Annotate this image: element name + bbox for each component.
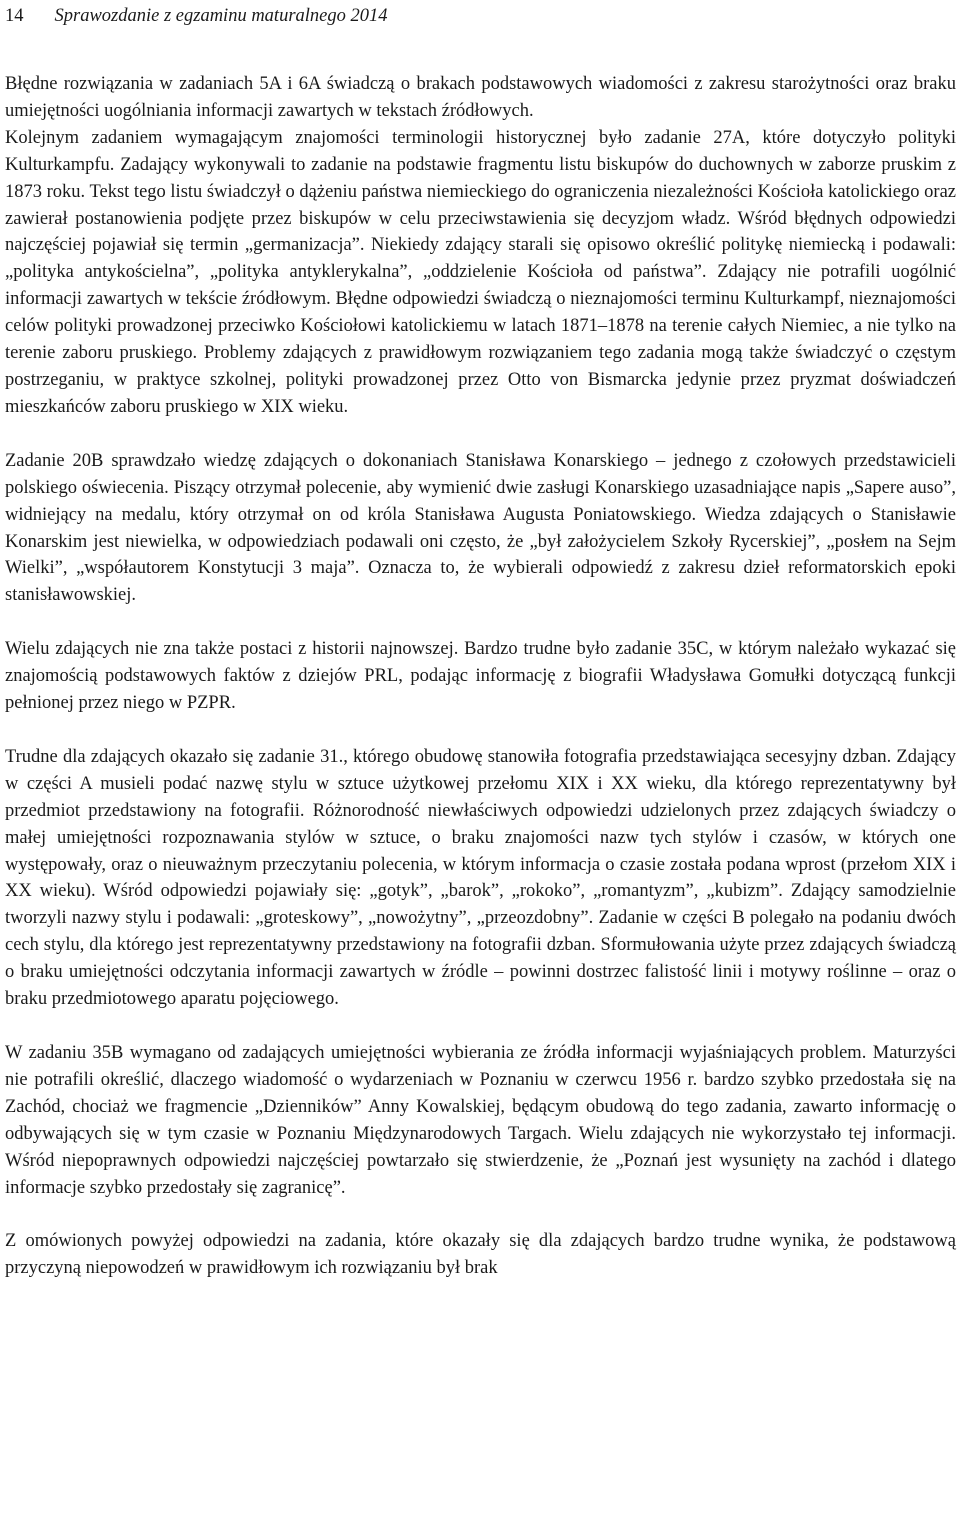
page-number: 14 [5, 6, 24, 26]
paragraph: Kolejnym zadaniem wymagającym znajomości terminologii historycznej było zadanie 27A, które dotyczyło polityki Kulturkampfu. Zadający wykonywali to zadanie na podstawie fragmentu listu biskupów do duchownych w zaborze pruskim z 1873 roku. Tekst tego listu świadczył o dążeniu państwa niemieckiego do ograniczenia niezależności Kościoła katolickiego oraz zawierał postanowienia podjęte przez biskupów w celu przeciwstawienia się decyzjom władz. Wśród błędnych odpowiedzi najczęściej pojawiał się termin „germanizacja”. Niekiedy zdający starali się opisowo określić politykę niemiecką i podawali: „polityka antykościelna”, „polityka antyklerykalna”, „oddzielenie Kościoła od państwa”. Zdający nie potrafili uogólnić informacji zawartych w tekście źródłowym. Błędne odpowiedzi świadczą o nieznajomości terminu Kulturkampf, nieznajomości celów polityki prowadzonej przeciwko Kościołowi katolickiemu w latach 1871–1878 na terenie całych Niemiec, a nie tylko na terenie zaboru pruskiego. Problemy zdających z prawidłowym rozwiązaniem tego zadania mogą także świadczyć o częstym postrzeganiu, w praktyce szkolnej, polityki prowadzonej przez Otto von Bismarcka jedynie przez pryzmat doświadczeń mieszkańców zaboru pruskiego w XIX wieku. [5, 127, 956, 417]
paragraph: Zadanie 20B sprawdzało wiedzę zdających o dokonaniach Stanisława Konarskiego – jednego z czołowych przedstawicieli polskiego oświecenia. Piszący otrzymał polecenie, aby wymienić dwie zasługi Konarskiego uzasadniające napis „Sapere auso”, widniejący na medalu, który otrzymał on od króla Stanisława Augusta Poniatowskiego. Wiedza zdających o Stanisławie Konarskim jest niewielka, w odpowiedziach podawali oni często, że „był założycielem Szkoły Rycerskiej”, „posłem na Sejm Wielki”, „współautorem Konstytucji 3 maja”. Oznacza to, że wybierali odpowiedź z zakresu dzieł reformatorskich epoki stanisławowskiej. [5, 450, 956, 606]
paragraph: Trudne dla zdających okazało się zadanie 31., którego obudowę stanowiła fotografia przedstawiająca secesyjny dzban. Zdający w części A musieli podać nazwę stylu w sztuce użytkowej przełomu XIX i XX wieku, dla którego reprezentatywny był przedmiot przedstawiony na fotografii. Różnorodność niewłaściwych odpowiedzi udzielonych przez zdających świadczy o małej umiejętności rozpoznawania stylów w sztuce, o braku znajomości nazw tych stylów i czasów, w których one występowały, oraz o nieuważnym przeczytaniu polecenia, w którym informacja o czasie została podana wprost (przełom XIX i XX wieku). Wśród odpowiedzi pojawiały się: „gotyk”, „barok”, „rokoko”, „romantyzm”, „kubizm”. Zdający samodzielnie tworzyli nazwy stylu i podawali: „groteskowy”, „nowożytny”, „przeozdobny”. Zadanie w części B polegało na podaniu dwóch cech stylu, dla którego jest reprezentatywny przedstawiony na fotografii dzban. Sformułowania użyte przez zdających świadczą o braku umiejętności odczytania informacji zawartych w źródle – powinni dostrzec falistość linii i motywy roślinne – oraz o braku przedmiotowego aparatu pojęciowego. [5, 746, 956, 1010]
paragraph: Z omówionych powyżej odpowiedzi na zadania, które okazały się dla zdających bardzo trudne wynika, że podstawową przyczyną niepowodzeń w prawidłowym ich rozwiązaniu był brak [5, 1231, 956, 1279]
paragraph: Błędne rozwiązania w zadaniach 5A i 6A świadczą o brakach podstawowych wiadomości z zakresu starożytności oraz braku umiejętności uogólniania informacji zawartych w tekstach źródłowych. [5, 74, 956, 121]
paragraph: W zadaniu 35B wymagano od zadających umiejętności wybierania ze źródła informacji wyjaśniających problem. Maturzyści nie potrafili określić, dlaczego wiadomość o wydarzeniach w Poznaniu w czerwcu 1956 r. bardzo szybko przedostała się na Zachód, chociaż we fragmencie „Dzienników” Anny Kowalskiej, będącym obudową do tego zadania, zawarto informację o odbywających się w tym czasie w Poznaniu Międzynarodowych Targach. Wielu zdających nie wykorzystało tej informacji. Wśród niepoprawnych odpowiedzi najczęściej powtarzało się stwierdzenie, że „Poznań jest wysunięty na zachód i dlatego informacje szybko przedostały się zagranicę”. [5, 1043, 956, 1198]
paragraph: Wielu zdających nie zna także postaci z historii najnowszej. Bardzo trudne było zadanie 35C, w którym należało wykazać się znajomością podstawowych faktów z dziejów PRL, podając informację z biografii Władysława Gomułki dotyczącą funkcji pełnionej przez niego w PZPR. [5, 639, 956, 714]
running-title: Sprawozdanie z egzaminu maturalnego 2014 [54, 6, 388, 26]
page-header [5, 3, 388, 29]
document-body [5, 71, 956, 1309]
